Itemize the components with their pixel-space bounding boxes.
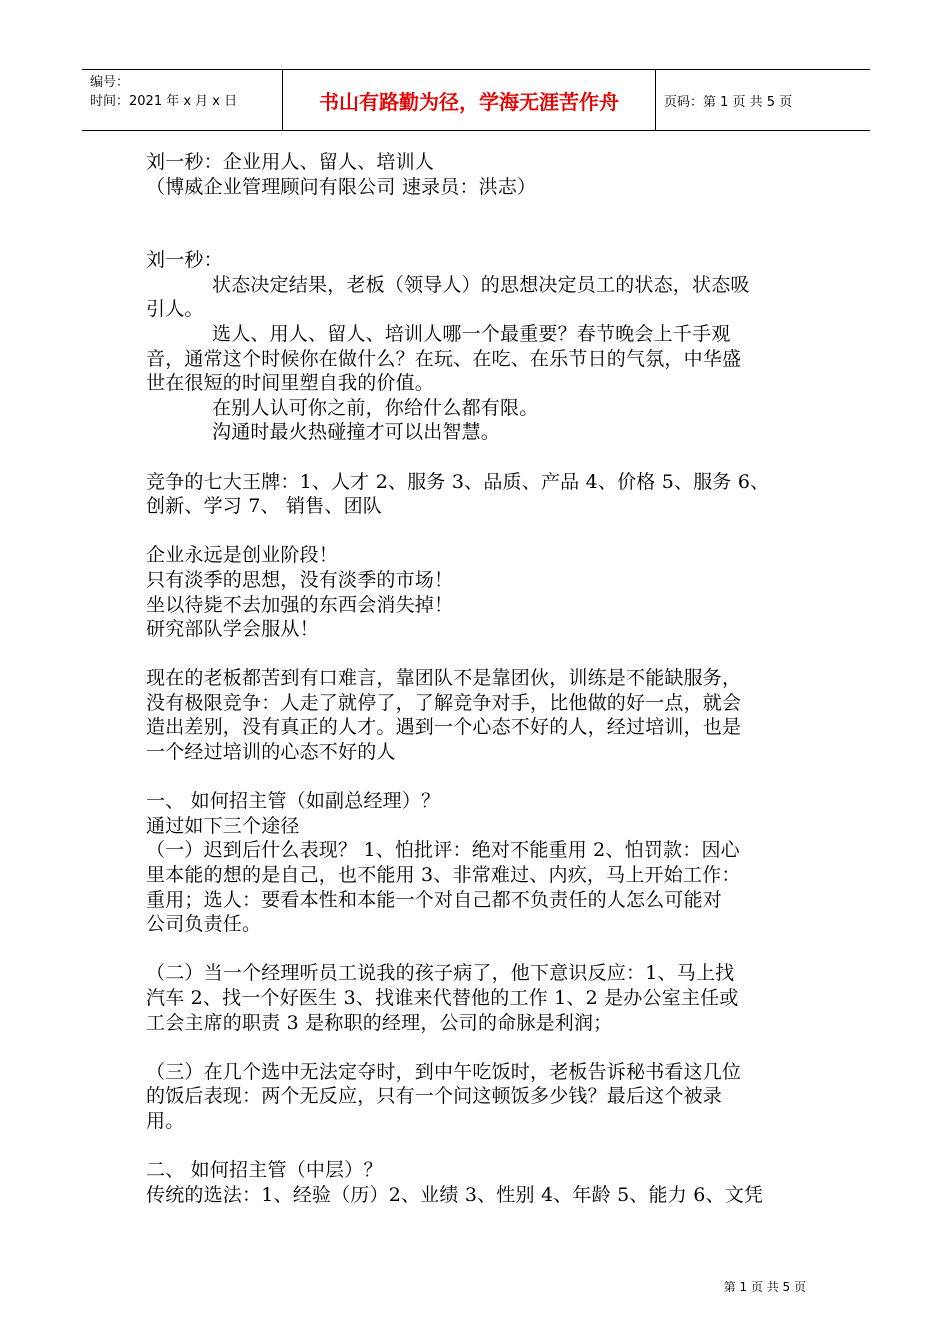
header-date: 时间：2021 年 x 月 x 日 bbox=[90, 94, 238, 109]
slogan-line: 坐以待毙不去加强的东西会消失掉！ bbox=[146, 593, 454, 616]
paragraph-line: 引人。 bbox=[146, 298, 204, 321]
paragraph-line: 里本能的想的是自己，也不能用 3、非常难过、内疚，马上开始工作： bbox=[146, 864, 741, 887]
section-heading: 一、 如何招主管（如副总经理）？ bbox=[146, 790, 441, 813]
paragraph-line: 竞争的七大王牌：1、人才 2、服务 3、品质、产品 4、价格 5、服务 6、 bbox=[146, 470, 770, 493]
header-meta bbox=[82, 70, 282, 130]
slogan-line: 只有淡季的思想，没有淡季的市场！ bbox=[146, 568, 454, 591]
paragraph-line: （二）当一个经理听员工说我的孩子病了，他下意识反应：1、马上找 bbox=[146, 962, 735, 985]
paragraph-line: 没有极限竞争：人走了就停了，了解竞争对手，比他做的好一点，就会 bbox=[146, 691, 742, 714]
header-page-info: 页码：第 1 页 共 5 页 bbox=[664, 94, 793, 110]
section-heading: 二、 如何招主管（中层）？ bbox=[146, 1159, 383, 1182]
slogan-line: 企业永远是创业阶段！ bbox=[146, 544, 339, 567]
paragraph-line: 状态决定结果，老板（领导人）的思想决定员工的状态，状态吸 bbox=[212, 273, 750, 296]
header-motto: 书山有路勤为径，学海无涯苦作舟 bbox=[282, 70, 656, 130]
paragraph-line: 通过如下三个途径 bbox=[146, 814, 300, 837]
paragraph-line: 工会主席的职责 3 是称职的经理，公司的命脉是利润； bbox=[146, 1011, 613, 1034]
paragraph-line: 的饭后表现：两个无反应，只有一个问这顿饭多少钱？最后这个被录 bbox=[146, 1085, 723, 1108]
paragraph-line: 选人、用人、留人、培训人哪一个最重要？春节晚会上千手观 bbox=[212, 322, 731, 345]
doc-title: 刘一秒：企业用人、留人、培训人 bbox=[146, 151, 435, 173]
paragraph-line: 沟通时最火热碰撞才可以出智慧。 bbox=[212, 421, 501, 444]
paragraph-line: 一个经过培训的心态不好的人 bbox=[146, 741, 396, 764]
paragraph-line: 在别人认可你之前，你给什么都有限。 bbox=[212, 396, 539, 419]
page-footer: 第 1 页 共 5 页 bbox=[723, 1280, 806, 1294]
paragraph-line: 汽车 2、找一个好医生 3、找谁来代替他的工作 1、2 是办公室主任或 bbox=[146, 987, 739, 1009]
paragraph-line: 世在很短的时间里塑自我的价值。 bbox=[146, 372, 435, 395]
document-body bbox=[146, 150, 816, 1207]
paragraph-line: （一）迟到后什么表现？ 1、怕批评：绝对不能重用 2、怕罚款：因心 bbox=[146, 839, 740, 862]
doc-subtitle: （博威企业管理顾问有限公司 速录员：洪志） bbox=[146, 175, 537, 198]
header-number-label: 编号： bbox=[90, 75, 130, 90]
speaker-label: 刘一秒： bbox=[146, 249, 223, 272]
page-header bbox=[82, 69, 870, 131]
paragraph-line: 公司负责任。 bbox=[146, 913, 262, 936]
paragraph-line: 音，通常这个时候你在做什么？在玩、在吃、在乐节日的气氛，中华盛 bbox=[146, 347, 742, 370]
paragraph-line: （三）在几个选中无法定夺时，到中午吃饭时，老板告诉秘书看这几位 bbox=[146, 1060, 742, 1083]
paragraph-line: 用。 bbox=[146, 1109, 185, 1132]
paragraph-line: 现在的老板都苦到有口难言，靠团队不是靠团伙，训练是不能缺服务， bbox=[146, 667, 742, 690]
paragraph-line: 传统的选法：1、经验（历）2、业绩 3、性别 4、年龄 5、能力 6、文凭 bbox=[146, 1183, 764, 1206]
paragraph-line: 创新、学习 7、 销售、团队 bbox=[146, 495, 382, 518]
paragraph-line: 重用；选人：要看本性和本能一个对自己都不负责任的人怎么可能对 bbox=[146, 888, 723, 911]
paragraph-line: 造出差别，没有真正的人才。遇到一个心态不好的人，经过培训，也是 bbox=[146, 716, 742, 739]
slogan-line: 研究部队学会服从！ bbox=[146, 618, 319, 641]
